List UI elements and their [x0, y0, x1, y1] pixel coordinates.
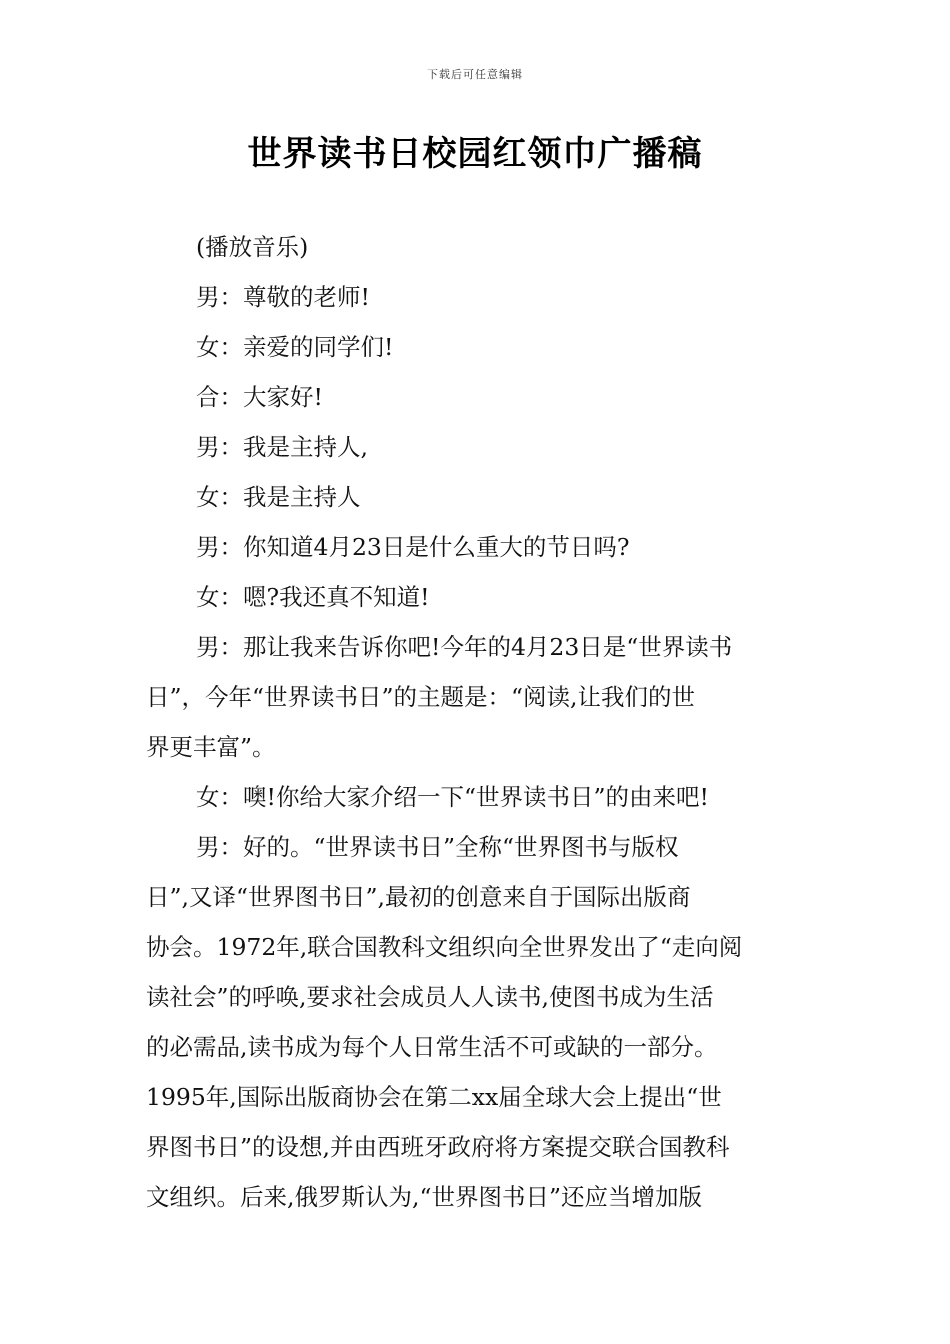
- paragraph-line: 读社会”的呼唤,要求社会成员人人读书,使图书成为生活: [146, 983, 714, 1011]
- paragraph-line: 男：你知道4月23日是什么重大的节日吗?: [196, 533, 630, 561]
- paragraph-line: 男：好的。“世界读书日”全称“世界图书与版权: [196, 833, 679, 861]
- paragraph-line: 日”,又译“世界图书日”,最初的创意来自于国际出版商: [146, 883, 691, 911]
- paragraph-line: (播放音乐): [196, 233, 309, 261]
- document-body: [146, 222, 810, 1222]
- paragraph-line: 女：嗯?我还真不知道!: [196, 583, 430, 611]
- paragraph-line: 男：那让我来告诉你吧!今年的4月23日是“世界读书: [196, 633, 733, 661]
- paragraph-line: 女：亲爱的同学们!: [196, 333, 394, 361]
- paragraph-line: 女：噢!你给大家介绍一下“世界读书日”的由来吧!: [196, 783, 709, 811]
- paragraph-line: 界更丰富”。: [146, 733, 276, 761]
- paragraph-line: 文组织。后来,俄罗斯认为,“世界图书日”还应当增加版: [146, 1183, 702, 1211]
- paragraph-line: 男：我是主持人,: [196, 433, 368, 461]
- paragraph-line: 合：大家好!: [196, 383, 323, 411]
- paragraph-line: 1995年,国际出版商协会在第二xx届全球大会上提出“世: [146, 1083, 722, 1111]
- paragraph-line: 女：我是主持人: [196, 483, 361, 511]
- paragraph-line: 的必需品,读书成为每个人日常生活不可或缺的一部分。: [146, 1033, 718, 1061]
- paragraph-line: 界图书日”的设想,并由西班牙政府将方案提交联合国教科: [146, 1133, 730, 1161]
- page-header-note: 下载后可任意编辑: [427, 68, 523, 81]
- paragraph-line: 协会。1972年,联合国教科文组织向全世界发出了“走向阅: [146, 933, 743, 961]
- document-title: 世界读书日校园红领巾广播稿: [247, 134, 703, 174]
- paragraph-line: 男：尊敬的老师!: [196, 283, 370, 311]
- paragraph-line: 日”，今年“世界读书日”的主题是：“阅读,让我们的世: [146, 683, 696, 711]
